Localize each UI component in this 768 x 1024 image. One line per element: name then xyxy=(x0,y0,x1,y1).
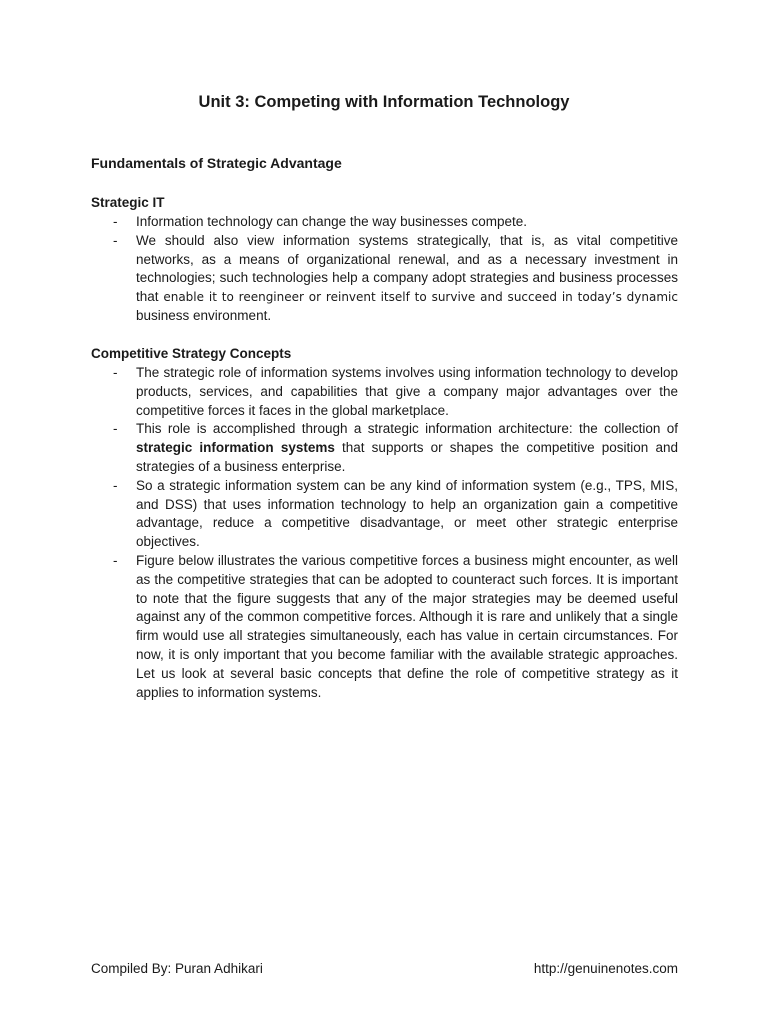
list-item xyxy=(91,232,678,326)
list-item-text: So a strategic information system can be any kind of information system (e.g., TPS, MIS, and DSS) that uses information technology to help an organization gain a competitive advantage, reduce a competitive disadvantage, or meet other strategic enterprise objectives. xyxy=(136,477,678,550)
bullet-marker: - xyxy=(113,232,118,248)
list-item xyxy=(91,420,678,476)
list-item-text: The strategic role of information systems involves using information technology to develop products, services, and capabilities that give a company major advantages over the competitive forces it faces in the global marketplace. xyxy=(136,365,678,418)
footer-author: Compiled By: Puran Adhikari xyxy=(91,961,263,976)
strategic-it-list xyxy=(91,213,678,326)
list-item-text: that supports or shapes the competitive position and strategies of a business enterprise. xyxy=(136,440,678,474)
list-item xyxy=(91,213,678,232)
bullet-marker: - xyxy=(113,214,118,229)
competitive-strategy-heading: Competitive Strategy Concepts xyxy=(91,346,292,361)
bullet-marker: - xyxy=(113,477,118,493)
strategic-it-heading: Strategic IT xyxy=(91,195,165,210)
list-item xyxy=(91,477,678,552)
list-item-text: Information technology can change the way businesses compete. xyxy=(136,214,527,229)
list-item-text: We should also view information systems strategically, that is, as vital competitive networks, as a means of organizational renewal, and as a necessary investment in technologies; such technologies help a company adopt strategies and business processes that xyxy=(136,232,678,305)
list-item-text: This role is accomplished through a strategic information architecture: the collection of xyxy=(136,421,678,437)
competitive-strategy-list xyxy=(91,364,678,702)
list-item-text: enable it to reengineer or reinvent itself to survive and succeed in today’s dynamic xyxy=(163,290,678,305)
list-item xyxy=(91,552,678,702)
list-item xyxy=(91,364,678,420)
section-heading: Fundamentals of Strategic Advantage xyxy=(91,155,342,171)
bullet-marker: - xyxy=(113,552,118,568)
list-item-text: Figure below illustrates the various competitive forces a business might encounter, as well as the competitive strategies that can be adopted to counteract such forces. It is important to note that the figure suggests that any of the major strategies may be deemed useful against any of the common competitive forces. Although it is rare and unlikely that a single firm would use all strategies simultaneously, each has value in certain circumstances. For now, it is only important that you become familiar with the available strategic approaches. Let us look at several basic concepts that define the role of competitive strategy as it applies to information systems. xyxy=(136,552,678,700)
footer-url: http://genuinenotes.com xyxy=(533,961,678,976)
bullet-marker: - xyxy=(113,365,118,380)
list-item-bold-term: strategic information systems xyxy=(136,440,335,456)
bullet-marker: - xyxy=(113,421,118,437)
page-title: Unit 3: Competing with Information Technology xyxy=(198,93,570,111)
list-item-text: business environment. xyxy=(136,307,272,323)
